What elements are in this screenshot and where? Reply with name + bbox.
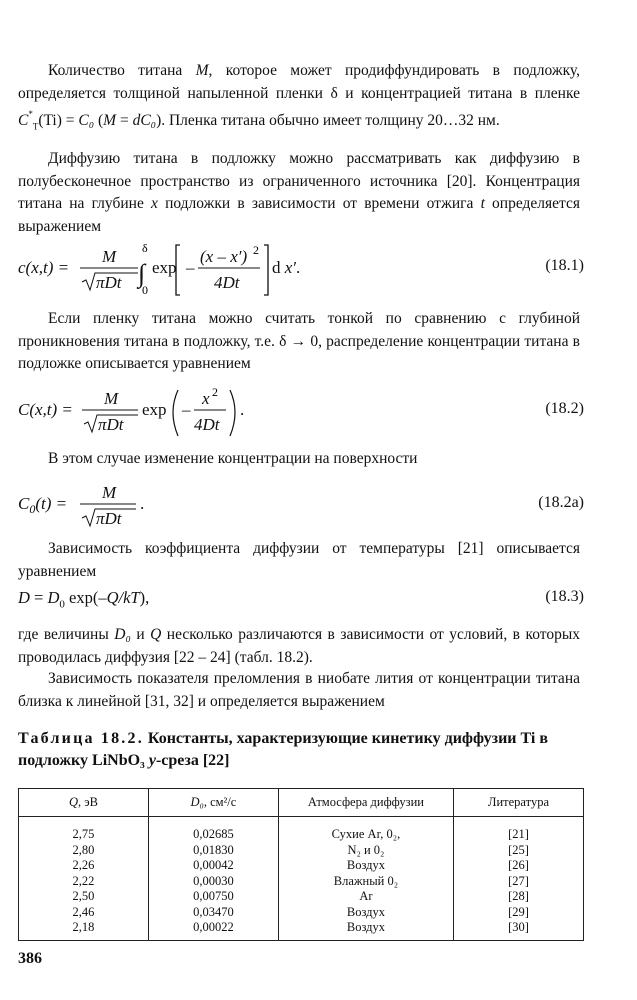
svg-text:c(x,t) =: c(x,t) = [18, 258, 70, 277]
svg-text:δ: δ [142, 241, 148, 255]
svg-text:x: x [202, 389, 210, 408]
svg-text:exp: exp [142, 400, 167, 419]
table-row [19, 920, 584, 940]
svg-text:C(x,t) =: C(x,t) = [18, 400, 73, 419]
equation-18-2 [18, 384, 584, 440]
cell-q: 2,50 [19, 889, 149, 905]
table-row [19, 843, 584, 859]
cell-d0: 0,00030 [148, 874, 278, 890]
equation-18-1 [18, 240, 584, 296]
paragraph-surface-concentration: В этом случае изменение концентрации на поверхности [48, 450, 418, 467]
cell-d0: 0,00750 [148, 889, 278, 905]
equation-number: (18.1) [545, 257, 584, 274]
cell-atmosphere: Воздух [278, 920, 453, 940]
equation-number: (18.2a) [538, 494, 584, 511]
cell-reference: [25] [454, 843, 584, 859]
column-header-q: Q, эВ [19, 789, 149, 817]
cell-atmosphere: Влажный 0₂ [278, 874, 453, 890]
cell-reference: [30] [454, 920, 584, 940]
equation-18-2a-formula [18, 478, 178, 538]
svg-text:πDt: πDt [98, 415, 124, 434]
equation-18-3-formula: $D = D_0$ exp(–Q/kT), [18, 588, 150, 611]
svg-text:πDt: πDt [96, 273, 122, 292]
cell-reference: [21] [454, 817, 584, 843]
svg-text:M: M [102, 483, 117, 502]
table-row [19, 874, 584, 890]
svg-text:2: 2 [212, 385, 218, 399]
svg-text:(x – x′): (x – x′) [200, 247, 248, 266]
svg-text:M: M [102, 247, 117, 266]
paragraph-thin-film: Если пленку титана можно считать тонкой по сравнению с глубиной проникновения титана в подложку, т.е. δ → 0, распределение концентрации титана в подложке описывается уравнением [18, 310, 580, 372]
table-row [19, 889, 584, 905]
equation-18-1-formula [18, 240, 318, 300]
column-header-d0: D₀, см²/с [148, 789, 278, 817]
svg-text:πDt: πDt [96, 509, 122, 528]
paragraph-diffusion-intro: Диффузию титана в подложку можно рассматривать как диффузию в полубесконечное пространство из ограниченного источника [20]. Концентрация титана на глубине x подложки в зависимости от времени отжига t определяется выражением [18, 150, 581, 235]
svg-text:4Dt: 4Dt [194, 415, 220, 434]
table-row [19, 858, 584, 874]
paragraph-temperature-dependence: Зависимость коэффициента диффузии от температуры [21] описывается уравнением [18, 540, 580, 580]
svg-text:∫: ∫ [138, 259, 146, 288]
cell-d0: 0,02685 [148, 817, 278, 843]
cell-reference: [29] [454, 905, 584, 921]
equation-18-2-formula [18, 384, 278, 444]
table-row [19, 905, 584, 921]
cell-q: 2,80 [19, 843, 149, 859]
cell-atmosphere: N₂ и 0₂ [278, 843, 453, 859]
equation-18-2a [18, 478, 584, 534]
cell-atmosphere: Ar [278, 889, 453, 905]
cell-q: 2,75 [19, 817, 149, 843]
svg-text:d x′.: d x′. [272, 258, 301, 277]
cell-reference: [26] [454, 858, 584, 874]
cell-reference: [28] [454, 889, 584, 905]
cell-q: 2,18 [19, 920, 149, 940]
column-header-reference: Литература [454, 789, 584, 817]
svg-text:exp: exp [152, 258, 177, 277]
svg-text:2: 2 [253, 243, 259, 257]
cell-q: 2,22 [19, 874, 149, 890]
svg-text:4Dt: 4Dt [214, 273, 240, 292]
cell-d0: 0,00042 [148, 858, 278, 874]
cell-q: 2,26 [19, 858, 149, 874]
cell-atmosphere: Сухие Ar, 0₂, [278, 817, 453, 843]
cell-d0: 0,01830 [148, 843, 278, 859]
paragraph-refractive-index: Зависимость показателя преломления в ниобате лития от концентрации титана близка к линейной [31, 32] и определяется выражением [18, 670, 580, 710]
table-header-row [19, 789, 584, 817]
kinetics-table [18, 788, 584, 941]
table-row [19, 817, 584, 843]
cell-d0: 0,00022 [148, 920, 278, 940]
svg-text:0: 0 [142, 283, 148, 297]
cell-reference: [27] [454, 874, 584, 890]
svg-text:M: M [104, 389, 119, 408]
paragraph-where-values: где величины D₀ и Q несколько различаются в зависимости от условий, в которых проводилась диффузия [22 – 24] (табл. 18.2). [18, 626, 580, 666]
equation-number: (18.3) [545, 588, 584, 605]
cell-d0: 0,03470 [148, 905, 278, 921]
table-caption: Таблица 18.2. Константы, характеризующие кинетику диффузии Ti в подложку LiNbO₃ y-среза [22] [18, 730, 548, 769]
svg-text:–: – [182, 400, 191, 419]
cell-atmosphere: Воздух [278, 858, 453, 874]
svg-text:.: . [240, 400, 245, 419]
cell-atmosphere: Воздух [278, 905, 453, 921]
equation-18-3 [18, 586, 584, 612]
svg-text:.: . [140, 494, 145, 513]
column-header-atmosphere: Атмосфера диффузии [278, 789, 453, 817]
svg-text:C0(t) =: $C_0(t)$ = [18, 494, 68, 516]
equation-number: (18.2) [545, 400, 584, 417]
page-number: 386 [18, 950, 42, 967]
cell-q: 2,46 [19, 905, 149, 921]
svg-text:–: – [186, 258, 195, 277]
paragraph-titanium-amount: Количество титана M, которое может продиффундировать в подложку, определяется толщиной напыленной пленки δ и концентрацией титана в пленке $C^*_T(Ti) = C_0$ (M = dC₀). Пленка титана обычно имеет толщину 20…32 нм. [18, 62, 581, 132]
